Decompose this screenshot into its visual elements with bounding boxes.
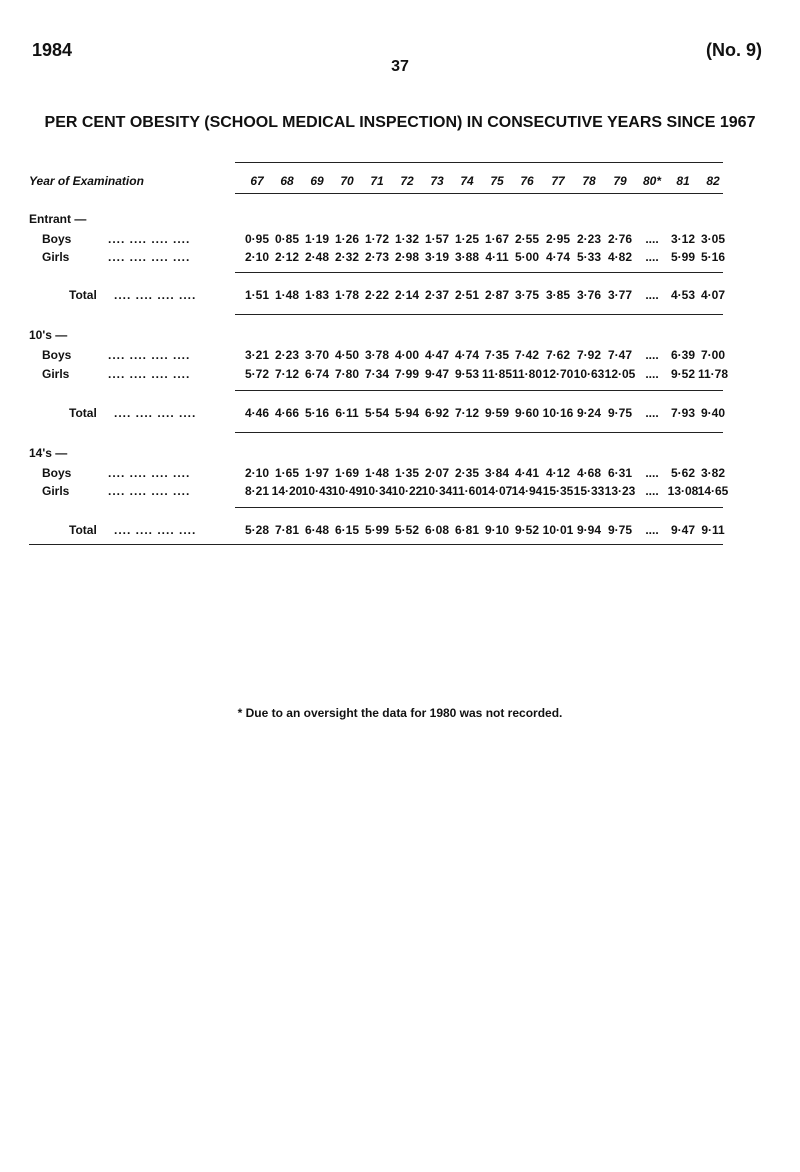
cell-79: 12·05	[604, 367, 636, 381]
cell-67: 0·95	[244, 232, 270, 246]
cell-72: 1·32	[394, 232, 420, 246]
cell-77: 4·74	[545, 250, 571, 264]
page-number: 37	[391, 58, 409, 75]
cell-67: 5·72	[244, 367, 270, 381]
table-row	[0, 232, 800, 248]
cell-68: 2·12	[274, 250, 300, 264]
cell-69: 1·83	[304, 288, 330, 302]
row-label: Boys	[42, 348, 72, 362]
table-top-rule	[235, 162, 723, 163]
cell-79: 6·31	[607, 466, 633, 480]
cell-71: 2·22	[364, 288, 390, 302]
cell-73: 1·57	[424, 232, 450, 246]
cell-71: 5·99	[364, 523, 390, 537]
row-label: Total	[69, 406, 97, 420]
cell-80-star: ....	[645, 250, 659, 264]
column-header-70: 70	[340, 174, 354, 188]
cell-71: 5·54	[364, 406, 390, 420]
cell-80-star: ....	[645, 232, 659, 246]
cell-76: 9·60	[514, 406, 540, 420]
cell-76: 9·52	[514, 523, 540, 537]
column-header-72: 72	[400, 174, 414, 188]
row-label: Total	[69, 288, 97, 302]
cell-77: 4·12	[545, 466, 571, 480]
cell-80-star: ....	[645, 288, 659, 302]
leader-dots: .... .... .... ....	[108, 250, 191, 264]
cell-73: 9·47	[424, 367, 450, 381]
cell-82: 4·07	[700, 288, 726, 302]
column-header-79: 79	[613, 174, 627, 188]
cell-80-star: ....	[645, 348, 659, 362]
cell-68: 0·85	[274, 232, 300, 246]
cell-82: 14·65	[697, 484, 729, 498]
cell-73: 2·07	[424, 466, 450, 480]
cell-79: 4·82	[607, 250, 633, 264]
cell-72: 7·99	[394, 367, 420, 381]
section-divider-rule	[235, 432, 723, 433]
cell-76: 14·94	[511, 484, 543, 498]
column-header-82: 82	[706, 174, 720, 188]
column-header-81: 81	[676, 174, 690, 188]
cell-72: 10·22	[391, 484, 423, 498]
cell-78: 15·33	[573, 484, 605, 498]
cell-67: 2·10	[244, 250, 270, 264]
cell-67: 5·28	[244, 523, 270, 537]
cell-78: 9·24	[576, 406, 602, 420]
column-header-78: 78	[582, 174, 596, 188]
leader-dots: .... .... .... ....	[114, 523, 197, 537]
cell-77: 12·70	[542, 367, 574, 381]
cell-81: 7·93	[670, 406, 696, 420]
column-header-74: 74	[460, 174, 474, 188]
subtotal-rule	[235, 272, 723, 273]
cell-70: 10·49	[331, 484, 363, 498]
cell-74: 7·12	[454, 406, 480, 420]
cell-81: 3·12	[670, 232, 696, 246]
table-bottom-rule	[29, 544, 723, 545]
year-of-examination-label: Year of Examination	[29, 174, 144, 188]
cell-75: 11·85	[481, 367, 513, 381]
column-header-75: 75	[490, 174, 504, 188]
cell-69: 6·48	[304, 523, 330, 537]
cell-75: 4·11	[485, 250, 509, 264]
cell-79: 7·47	[607, 348, 633, 362]
cell-78: 4·68	[576, 466, 602, 480]
cell-74: 3·88	[454, 250, 480, 264]
cell-76: 4·41	[514, 466, 540, 480]
cell-72: 4·00	[394, 348, 420, 362]
cell-72: 1·35	[394, 466, 420, 480]
cell-76: 7·42	[514, 348, 540, 362]
cell-79: 2·76	[607, 232, 633, 246]
column-header-80-star: 80*	[642, 174, 662, 188]
cell-81: 6·39	[670, 348, 696, 362]
publication-year: 1984	[32, 40, 73, 60]
cell-70: 2·32	[334, 250, 360, 264]
subtotal-rule	[235, 390, 723, 391]
cell-80-star: ....	[645, 406, 659, 420]
cell-71: 1·72	[364, 232, 390, 246]
column-header-71: 71	[370, 174, 384, 188]
cell-77: 10·01	[542, 523, 574, 537]
cell-70: 6·11	[335, 406, 359, 420]
leader-dots: .... .... .... ....	[114, 406, 197, 420]
cell-79: 13·23	[604, 484, 636, 498]
cell-72: 2·14	[394, 288, 420, 302]
cell-78: 7·92	[576, 348, 602, 362]
cell-68: 1·48	[274, 288, 300, 302]
cell-68: 1·65	[274, 466, 300, 480]
cell-82: 11·78	[697, 367, 729, 381]
cell-69: 1·97	[304, 466, 330, 480]
cell-77: 7·62	[545, 348, 571, 362]
cell-70: 1·78	[334, 288, 360, 302]
leader-dots: .... .... .... ....	[108, 484, 191, 498]
cell-69: 3·70	[304, 348, 330, 362]
cell-78: 10·63	[573, 367, 605, 381]
cell-74: 1·25	[454, 232, 480, 246]
issue-number: (No. 9)	[706, 40, 762, 60]
cell-72: 2·98	[394, 250, 420, 264]
cell-76: 5·00	[514, 250, 540, 264]
leader-dots: .... .... .... ....	[108, 348, 191, 362]
cell-75: 9·10	[484, 523, 510, 537]
cell-78: 3·76	[576, 288, 602, 302]
cell-70: 1·26	[334, 232, 360, 246]
cell-74: 2·51	[454, 288, 480, 302]
cell-71: 3·78	[364, 348, 390, 362]
cell-77: 3·85	[545, 288, 571, 302]
cell-74: 6·81	[454, 523, 480, 537]
section-heading: 10's —	[29, 328, 68, 342]
cell-69: 5·16	[304, 406, 330, 420]
cell-81: 4·53	[670, 288, 696, 302]
row-label: Boys	[42, 466, 72, 480]
cell-79: 3·77	[607, 288, 633, 302]
leader-dots: .... .... .... ....	[108, 466, 191, 480]
table-total-row	[0, 523, 800, 539]
cell-75: 1·67	[484, 232, 510, 246]
cell-70: 7·80	[334, 367, 360, 381]
cell-67: 8·21	[244, 484, 270, 498]
cell-69: 6·74	[304, 367, 330, 381]
column-header-76: 76	[520, 174, 534, 188]
cell-82: 9·40	[700, 406, 726, 420]
cell-79: 9·75	[607, 523, 633, 537]
cell-71: 1·48	[364, 466, 390, 480]
cell-68: 2·23	[274, 348, 300, 362]
column-header-73: 73	[430, 174, 444, 188]
cell-77: 15·35	[542, 484, 574, 498]
row-label: Girls	[42, 367, 70, 381]
cell-75: 3·84	[484, 466, 510, 480]
cell-68: 7·12	[274, 367, 300, 381]
footnote: * Due to an oversight the data for 1980 was not recorded.	[237, 706, 563, 720]
row-label: Girls	[42, 484, 70, 498]
cell-70: 1·69	[334, 466, 360, 480]
cell-72: 5·52	[394, 523, 420, 537]
cell-75: 9·59	[484, 406, 510, 420]
cell-70: 4·50	[334, 348, 360, 362]
cell-68: 7·81	[274, 523, 300, 537]
cell-70: 6·15	[334, 523, 360, 537]
column-header-68: 68	[280, 174, 294, 188]
cell-79: 9·75	[607, 406, 633, 420]
table-row	[0, 466, 800, 482]
cell-80-star: ....	[645, 484, 659, 498]
cell-82: 3·05	[700, 232, 726, 246]
cell-82: 5·16	[700, 250, 726, 264]
section-heading: 14's —	[29, 446, 68, 460]
cell-82: 9·11	[701, 523, 725, 537]
column-header-77: 77	[551, 174, 565, 188]
table-total-row	[0, 406, 800, 422]
table-row	[0, 484, 800, 500]
cell-77: 10·16	[542, 406, 574, 420]
cell-82: 3·82	[700, 466, 726, 480]
leader-dots: .... .... .... ....	[108, 367, 191, 381]
cell-71: 7·34	[364, 367, 390, 381]
row-label: Girls	[42, 250, 70, 264]
cell-69: 2·48	[304, 250, 330, 264]
row-label: Boys	[42, 232, 72, 246]
cell-74: 11·60	[451, 484, 483, 498]
cell-73: 4·47	[424, 348, 450, 362]
cell-78: 2·23	[576, 232, 602, 246]
cell-75: 2·87	[484, 288, 510, 302]
cell-80-star: ....	[645, 523, 659, 537]
cell-74: 4·74	[454, 348, 480, 362]
cell-80-star: ....	[645, 367, 659, 381]
cell-67: 4·46	[244, 406, 270, 420]
column-header-67: 67	[250, 174, 264, 188]
cell-82: 7·00	[700, 348, 726, 362]
cell-81: 5·99	[670, 250, 696, 264]
cell-72: 5·94	[394, 406, 420, 420]
section-divider-rule	[235, 314, 723, 315]
leader-dots: .... .... .... ....	[108, 232, 191, 246]
cell-73: 3·19	[424, 250, 450, 264]
column-header-69: 69	[310, 174, 324, 188]
cell-77: 2·95	[545, 232, 571, 246]
section-heading: Entrant —	[29, 212, 87, 226]
cell-80-star: ....	[645, 466, 659, 480]
cell-74: 2·35	[454, 466, 480, 480]
cell-74: 9·53	[454, 367, 480, 381]
page-title: PER CENT OBESITY (SCHOOL MEDICAL INSPECTION) IN CONSECUTIVE YEARS SINCE 1967	[44, 114, 756, 131]
cell-68: 14·20	[271, 484, 303, 498]
cell-81: 5·62	[670, 466, 696, 480]
cell-78: 9·94	[576, 523, 602, 537]
leader-dots: .... .... .... ....	[114, 288, 197, 302]
cell-69: 1·19	[304, 232, 330, 246]
cell-71: 2·73	[364, 250, 390, 264]
table-total-row	[0, 288, 800, 304]
row-label: Total	[69, 523, 97, 537]
cell-75: 7·35	[484, 348, 510, 362]
cell-76: 11·80	[511, 367, 543, 381]
cell-73: 2·37	[424, 288, 450, 302]
cell-76: 2·55	[514, 232, 540, 246]
table-header-row	[0, 174, 800, 192]
cell-73: 6·92	[424, 406, 450, 420]
cell-67: 1·51	[244, 288, 270, 302]
cell-68: 4·66	[274, 406, 300, 420]
table-row	[0, 250, 800, 266]
cell-78: 5·33	[576, 250, 602, 264]
cell-76: 3·75	[514, 288, 540, 302]
table-row	[0, 348, 800, 364]
cell-81: 9·47	[670, 523, 696, 537]
cell-81: 13·08	[667, 484, 699, 498]
subtotal-rule	[235, 507, 723, 508]
cell-71: 10·34	[361, 484, 393, 498]
cell-75: 14·07	[481, 484, 513, 498]
table-row	[0, 367, 800, 383]
cell-67: 2·10	[244, 466, 270, 480]
cell-73: 10·34	[421, 484, 453, 498]
cell-69: 10·43	[301, 484, 333, 498]
cell-73: 6·08	[424, 523, 450, 537]
table-header-rule	[235, 193, 723, 194]
cell-81: 9·52	[670, 367, 696, 381]
cell-67: 3·21	[244, 348, 270, 362]
